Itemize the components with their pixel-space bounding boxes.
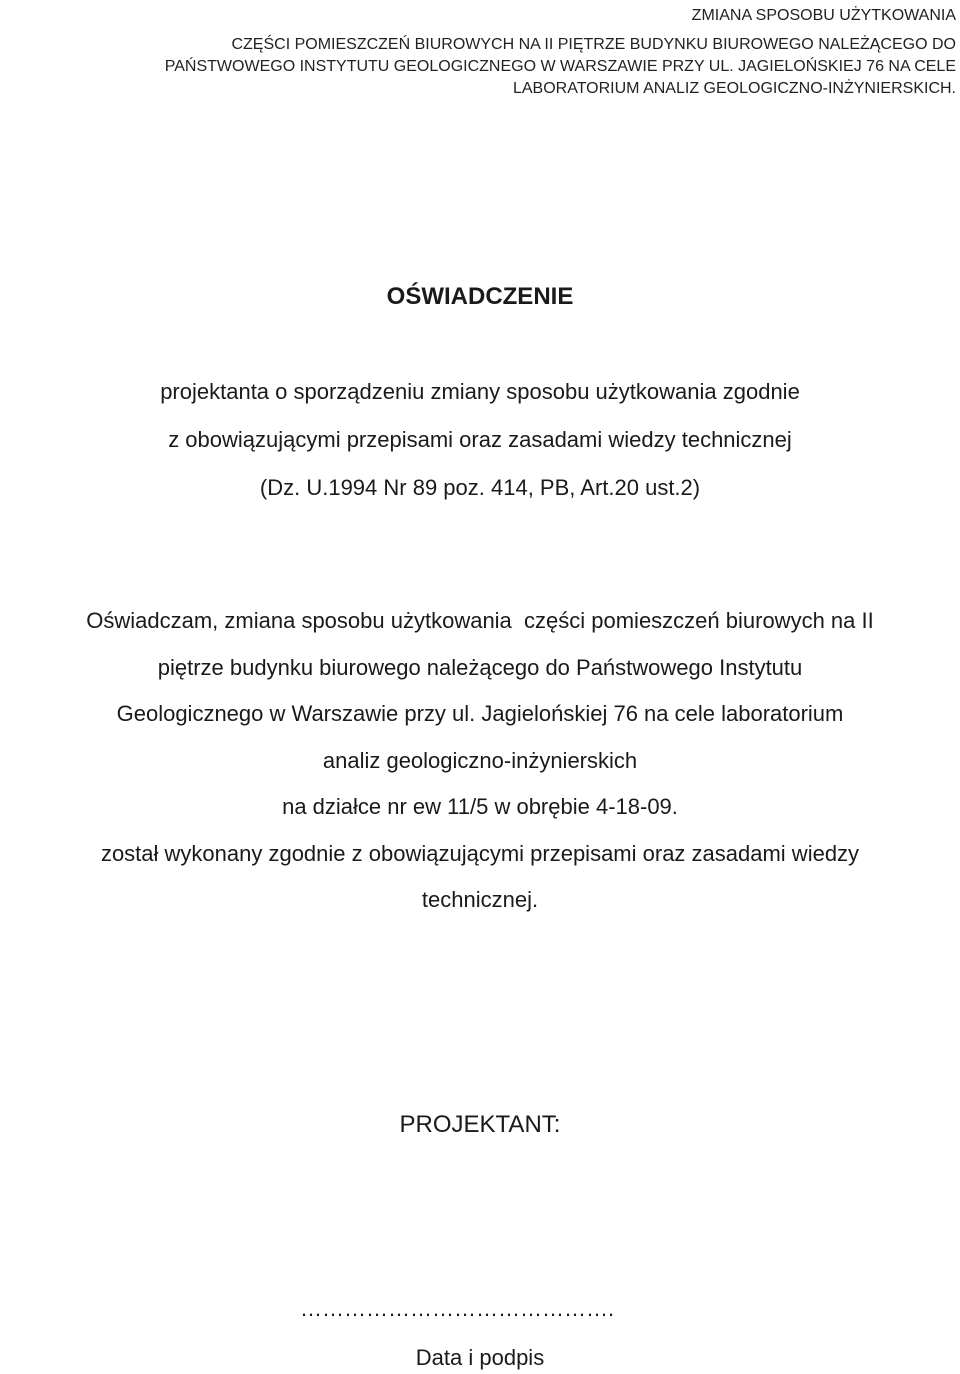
header-line-3: PAŃSTWOWEGO INSTYTUTU GEOLOGICZNEGO W WARSZAWIE PRZY UL. JAGIELOŃSKIEJ 76 NA CELE bbox=[164, 58, 956, 75]
body-line-7: technicznej. bbox=[421, 887, 539, 912]
body-line-1: Oświadczam, zmiana sposobu użytkowania części pomieszczeń biurowych na II bbox=[86, 608, 874, 633]
body-line-2: piętrze budynku biurowego należącego do Państwowego Instytutu bbox=[157, 654, 803, 680]
body-line-4: analiz geologiczno-inżynierskich bbox=[322, 747, 638, 773]
signature-line: ……………………………………. bbox=[300, 1296, 615, 1321]
subtitle-line-1: projektanta o sporządzeniu zmiany sposobu użytkowania zgodnie bbox=[160, 379, 800, 404]
signer-label: PROJEKTANT: bbox=[399, 1111, 561, 1138]
document-title: OŚWIADCZENIE bbox=[386, 283, 574, 310]
document-header bbox=[16, 4, 956, 100]
header-line-1: ZMIANA SPOSOBU UŻYTKOWANIA bbox=[691, 7, 956, 24]
body-line-3: Geologicznego w Warszawie przy ul. Jagielońskiej 76 na cele laboratorium bbox=[116, 701, 844, 726]
subtitle-line-3: (Dz. U.1994 Nr 89 poz. 414, PB, Art.20 ust.2) bbox=[259, 475, 701, 500]
document-subtitle bbox=[0, 368, 960, 512]
body-line-6: został wykonany zgodnie z obowiązującymi przepisami oraz zasadami wiedzy bbox=[100, 840, 860, 866]
header-line-2: CZĘŚCI POMIESZCZEŃ BIUROWYCH NA II PIĘTRZE BUDYNKU BIUROWEGO NALEŻĄCEGO DO bbox=[231, 36, 956, 53]
signature-caption: Data i podpis bbox=[415, 1345, 545, 1370]
subtitle-line-2: z obowiązującymi przepisami oraz zasadami wiedzy technicznej bbox=[168, 427, 792, 452]
header-line-4: LABORATORIUM ANALIZ GEOLOGICZNO-INŻYNIERSKICH. bbox=[512, 80, 956, 97]
declaration-body bbox=[0, 598, 960, 924]
body-line-5: na działce nr ew 11/5 w obrębie 4-18-09. bbox=[282, 794, 678, 819]
